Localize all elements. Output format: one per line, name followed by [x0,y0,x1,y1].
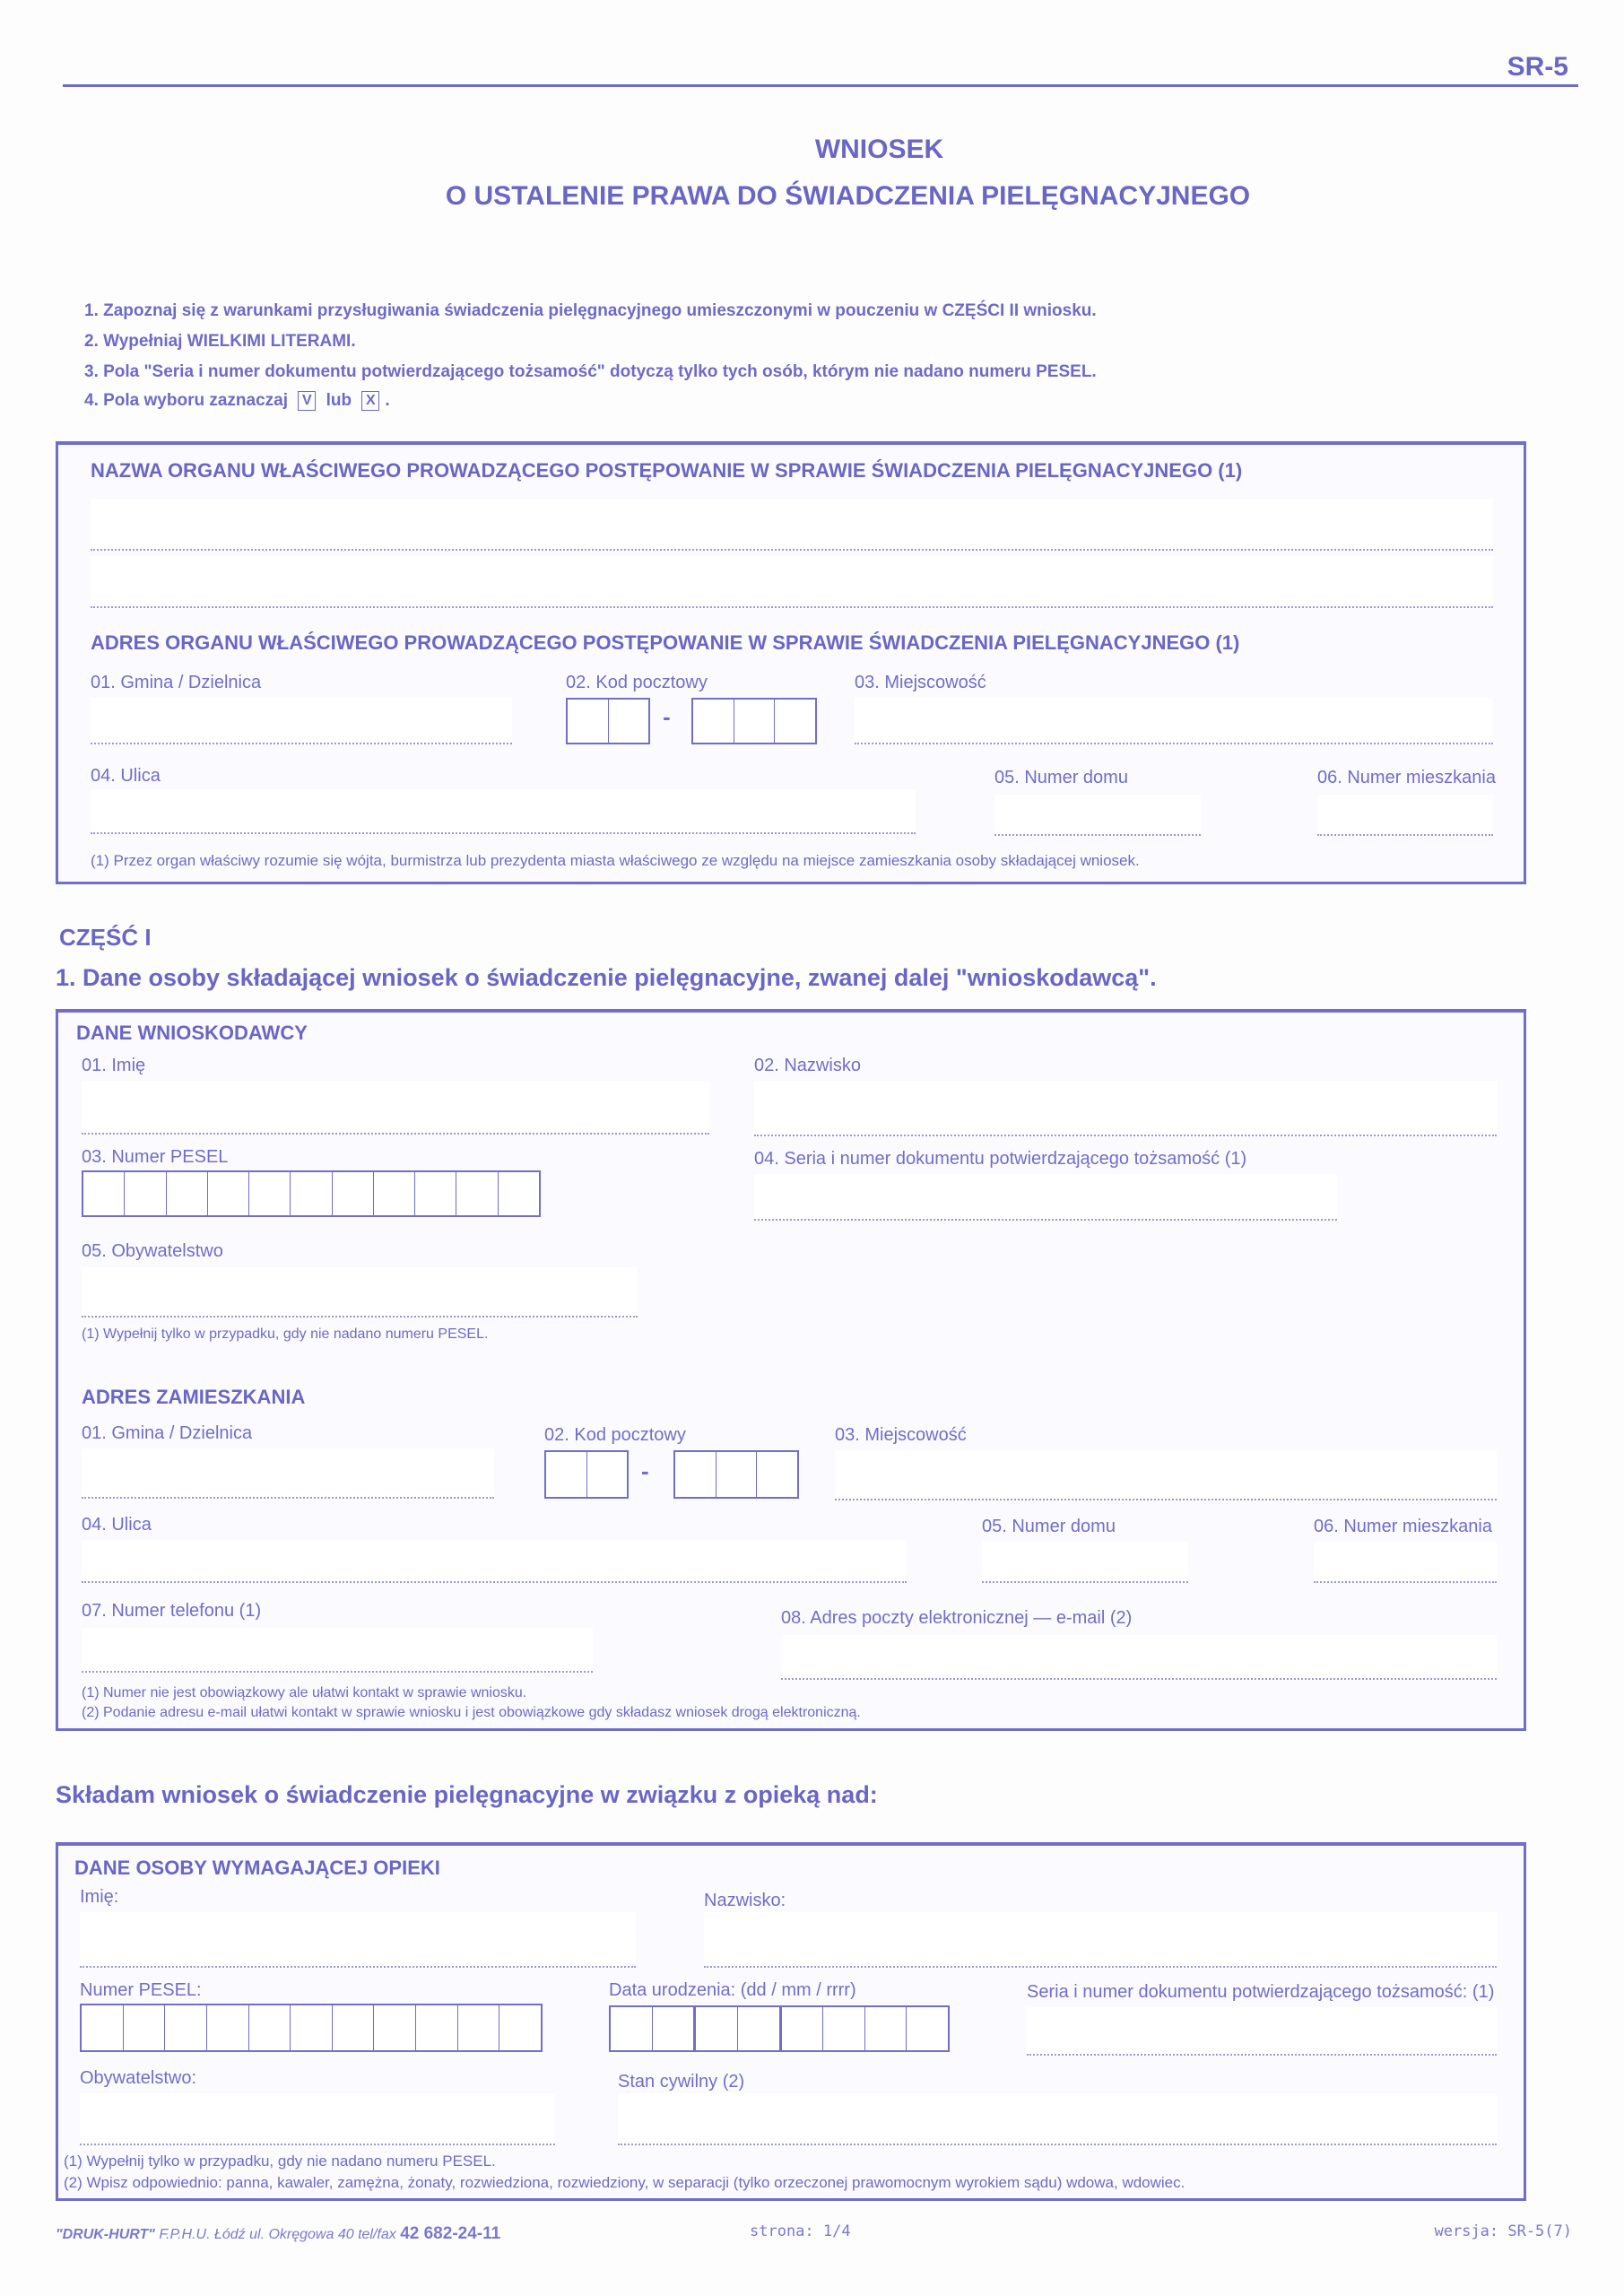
applicant-pesel-input[interactable] [82,1170,541,1217]
form-version: wersja: SR-5(7) [1434,2222,1572,2240]
organ-footnote: (1) Przez organ właściwy rozumie się wójta, burmistrza lub prezydenta miasta właściwego ze względu na miejsce zamieszkania osoby składającej wniosek. [91,852,1140,869]
applicant-box [56,1009,1526,1731]
form-title: WNIOSEK [814,135,944,164]
residence-miejscowosc-input[interactable] [835,1450,1497,1500]
residence-footnote-1: (1) Numer nie jest obowiązkowy ale ułatwi kontakt w sprawie wniosku. [82,1685,527,1700]
applicant-obywatelstwo-label: 05. Obywatelstwo [82,1241,223,1261]
instruction-or: lub [326,391,352,411]
organ-gmina-input[interactable] [91,698,512,744]
printer-info [56,2224,500,2244]
care-nazwisko-input[interactable] [704,1912,1497,1968]
organ-kod-part2[interactable] [691,698,817,744]
residence-nr-domu-label: 05. Numer domu [982,1517,1116,1536]
applicant-pesel-label: 03. Numer PESEL [82,1147,229,1167]
residence-ulica-input[interactable] [82,1540,907,1583]
organ-name-header: NAZWA ORGANU WŁAŚCIWEGO PROWADZĄCEGO POSTĘPOWANIE W SPRAWIE ŚWIADCZENIA PIELĘGNACYJNEGO (1) [91,459,1243,482]
applicant-imie-label: 01. Imię [82,1056,146,1075]
telefon-label: 07. Numer telefonu (1) [82,1601,262,1621]
residence-footnote-2: (2) Podanie adresu e-mail ułatwi kontakt w sprawie wniosku i jest obowiązkowe gdy składasz wniosek drogą elektroniczną. [82,1705,861,1720]
residence-nr-mieszkania-label: 06. Numer mieszkania [1314,1517,1492,1536]
checkbox-x-example: X [361,391,379,411]
residence-header: ADRES ZAMIESZKANIA [82,1386,306,1408]
residence-miejscowosc-label: 03. Miejscowość [835,1425,967,1445]
page-number: strona: 1/4 [750,2222,851,2240]
care-doc-label: Seria i numer dokumentu potwierdzającego tożsamość: (1) [1027,1982,1495,2002]
care-doc-input[interactable] [1027,2007,1497,2056]
care-pesel-input[interactable] [80,2004,543,2052]
instruction-2: 2. Wypełniaj WIELKIMI LITERAMI. [84,332,356,351]
email-input[interactable] [781,1635,1497,1680]
part1-title: 1. Dane osoby składającej wniosek o świadczenie pielęgnacyjne, zwanej dalej "wnioskodawcą". [56,964,1157,991]
organ-name-line2[interactable] [91,556,1493,608]
email-label: 08. Adres poczty elektronicznej — e-mail (2) [781,1608,1133,1628]
organ-kod-part1[interactable] [566,698,650,744]
care-pesel-label: Numer PESEL: [80,1980,202,2000]
printer-address: F.P.H.U. Łódź ul. Okręgowa 40 tel/fax [154,2227,401,2242]
organ-nr-domu-input[interactable] [994,795,1201,836]
organ-nr-mieszkania-input[interactable] [1317,795,1493,836]
applicant-obywatelstwo-input[interactable] [82,1267,638,1318]
residence-kod-part1[interactable] [544,1450,629,1499]
residence-kod-label: 02. Kod pocztowy [544,1425,686,1445]
care-dob-label: Data urodzenia: (dd / mm / rrrr) [609,1980,856,2000]
telefon-input[interactable] [82,1628,593,1673]
care-stan-input[interactable] [618,2093,1497,2145]
instruction-4-text: 4. Pola wyboru zaznaczaj [84,391,289,411]
instruction-1: 1. Zapoznaj się z warunkami przysługiwania świadczenia pielęgnacyjnego umieszczonymi w pouczeniu w CZĘŚCI II wniosku. [84,301,1097,320]
care-dob-input[interactable] [609,2005,950,2052]
care-nazwisko-label: Nazwisko: [704,1891,786,1910]
residence-ulica-label: 04. Ulica [82,1515,152,1535]
organ-ulica-input[interactable] [91,789,916,834]
organ-kod-dash: - [663,703,671,730]
organ-kod-label: 02. Kod pocztowy [566,673,708,692]
organ-gmina-label: 01. Gmina / Dzielnica [91,673,262,692]
residence-nr-mieszkania-input[interactable] [1314,1542,1497,1583]
residence-gmina-input[interactable] [82,1448,494,1499]
organ-miejscowosc-input[interactable] [855,698,1493,744]
care-footnote-1: (1) Wypełnij tylko w przypadku, gdy nie nadano numeru PESEL. [64,2152,496,2170]
applicant-doc-label: 04. Seria i numer dokumentu potwierdzającego tożsamość (1) [754,1149,1247,1169]
applicant-nazwisko-label: 02. Nazwisko [754,1056,861,1075]
applicant-doc-input[interactable] [754,1174,1337,1221]
instruction-4 [84,391,390,411]
checkbox-v-example: V [298,391,316,411]
care-stan-label: Stan cywilny (2) [618,2072,745,2092]
applicant-nazwisko-input[interactable] [754,1081,1497,1136]
header-rule [63,84,1578,87]
organ-nr-domu-label: 05. Numer domu [994,768,1128,787]
care-footnote-2: (2) Wpisz odpowiednio: panna, kawaler, zamężna, żonaty, rozwiedziona, rozwiedziony, w separacji (tylko orzeczonej prawomocnym wyrokiem sądu) wdowa, wdowiec. [64,2174,1185,2191]
care-obywatelstwo-label: Obywatelstwo: [80,2068,197,2088]
organ-box [56,441,1526,884]
organ-name-line1[interactable] [91,499,1493,551]
applicant-footnote: (1) Wypełnij tylko w przypadku, gdy nie nadano numeru PESEL. [82,1326,489,1342]
residence-kod-dash: - [641,1457,649,1484]
form-code: SR-5 [1507,52,1568,82]
care-header: DANE OSOBY WYMAGAJĄCEJ OPIEKI [74,1857,440,1879]
residence-kod-part2[interactable] [673,1450,799,1499]
form-subtitle: O USTALENIE PRAWA DO ŚWIADCZENIA PIELĘGNACYJNEGO [445,181,1251,211]
organ-ulica-label: 04. Ulica [91,766,161,786]
care-obywatelstwo-input[interactable] [80,2093,555,2145]
part1-label: CZĘŚĆ I [59,924,152,951]
organ-nr-mieszkania-label: 06. Numer mieszkania [1317,768,1496,787]
care-box [56,1842,1526,2201]
printer-phone: 42 682-24-11 [400,2224,501,2243]
residence-nr-domu-input[interactable] [982,1542,1188,1583]
printer-name: "DRUK-HURT" [56,2227,155,2242]
instruction-end: . [385,391,390,411]
applicant-header: DANE WNIOSKODAWCY [76,1022,308,1044]
organ-miejscowosc-label: 03. Miejscowość [855,673,986,692]
care-intro: Składam wniosek o świadczenie pielęgnacyjne w związku z opieką nad: [56,1781,878,1808]
organ-address-header: ADRES ORGANU WŁAŚCIWEGO PROWADZĄCEGO POSTĘPOWANIE W SPRAWIE ŚWIADCZENIA PIELĘGNACYJNEGO (1) [91,631,1240,654]
care-imie-label: Imię: [80,1887,119,1907]
care-imie-input[interactable] [80,1912,636,1968]
applicant-imie-input[interactable] [82,1081,709,1135]
instruction-3: 3. Pola "Seria i numer dokumentu potwierdzającego tożsamość" dotyczą tylko tych osób, którym nie nadano numeru PESEL. [84,362,1097,381]
residence-gmina-label: 01. Gmina / Dzielnica [82,1423,253,1443]
